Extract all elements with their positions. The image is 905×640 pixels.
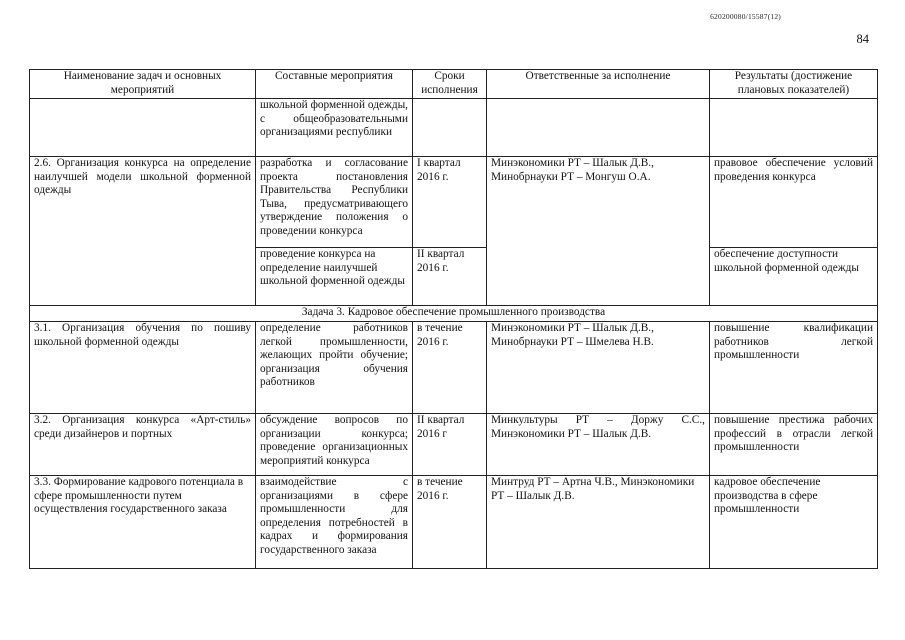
table-row xyxy=(30,322,878,414)
cell-sub-measure: обсуждение вопросов по организации конкурса; проведение организационных мероприятий конкурса xyxy=(256,414,413,476)
document-code: 620200080/15587(12) xyxy=(710,12,781,21)
cell-responsible: Минтруд РТ – Артна Ч.В., Минэкономики РТ – Шалык Д.В. xyxy=(487,476,710,569)
cell-result: правовое обеспечение условий проведения конкурса xyxy=(710,157,878,248)
col-header-responsible: Ответственные за исполнение xyxy=(487,70,710,99)
cell-responsible: Минэкономики РТ – Шалык Д.В., Минобрнауки РТ – Шмелева Н.В. xyxy=(487,322,710,414)
measures-table xyxy=(29,69,878,569)
cell-deadline: в течение 2016 г. xyxy=(413,476,487,569)
cell-empty xyxy=(487,99,710,157)
cell-deadline: II квартал 2016 г. xyxy=(413,248,487,306)
cell-result: кадровое обеспечение производства в сфере промышленности xyxy=(710,476,878,569)
cell-responsible: Минэкономики РТ – Шалык Д.В., Минобрнауки РТ – Монгуш О.А. xyxy=(487,157,710,306)
task-heading-row xyxy=(30,306,878,322)
col-header-sub-measures: Составные мероприятия xyxy=(256,70,413,99)
col-header-results: Результаты (достижение плановых показателей) xyxy=(710,70,878,99)
col-header-deadlines: Сроки исполнения xyxy=(413,70,487,99)
cell-sub-measure: определение работников легкой промышленности, желающих пройти обучение; организация обучения работников xyxy=(256,322,413,414)
task-heading: Задача 3. Кадровое обеспечение промышленного производства xyxy=(30,306,878,322)
cell-result: повышение престижа рабочих профессий в отрасли легкой промышленности xyxy=(710,414,878,476)
cell-task-name: 3.1. Организация обучения по пошиву школьной форменной одежды xyxy=(30,322,256,414)
cell-task-name: 3.3. Формирование кадрового потенциала в сфере промышленности путем осуществления государственного заказа xyxy=(30,476,256,569)
cell-empty xyxy=(710,99,878,157)
cell-sub-measure: взаимодействие с организациями в сфере промышленности для определения потребностей в кадрах и формирования государственного заказа xyxy=(256,476,413,569)
cell-task-name: 2.6. Организация конкурса на определение наилучшей модели школьной форменной одежды xyxy=(30,157,256,306)
cell-deadline: в течение 2016 г. xyxy=(413,322,487,414)
cell-sub-measure: проведение конкурса на определение наилучшей школьной форменной одежды xyxy=(256,248,413,306)
table-header-row xyxy=(30,70,878,99)
cell-deadline: I квартал 2016 г. xyxy=(413,157,487,248)
cell-sub-measure: разработка и согласование проекта постановления Правительства Республики Тыва, предусматривающего утверждение положения о проведении конкурса xyxy=(256,157,413,248)
cell-task-name: 3.2. Организация конкурса «Арт-стиль» среди дизайнеров и портных xyxy=(30,414,256,476)
table-row xyxy=(30,476,878,569)
cell-deadline: II квартал 2016 г xyxy=(413,414,487,476)
col-header-task-name: Наименование задач и основных мероприятий xyxy=(30,70,256,99)
cell-result: обеспечение доступности школьной форменной одежды xyxy=(710,248,878,306)
cell-empty xyxy=(30,99,256,157)
table-row xyxy=(30,99,878,157)
page-number: 84 xyxy=(856,32,869,46)
cell-sub-measure: школьной форменной одежды, с общеобразовательными организациями республики xyxy=(256,99,413,157)
cell-result: повышение квалификации работников легкой промышленности xyxy=(710,322,878,414)
table-row xyxy=(30,157,878,248)
cell-responsible: Минкультуры РТ – Доржу С.С., Минэкономики РТ – Шалык Д.В. xyxy=(487,414,710,476)
cell-empty xyxy=(413,99,487,157)
table-row xyxy=(30,414,878,476)
